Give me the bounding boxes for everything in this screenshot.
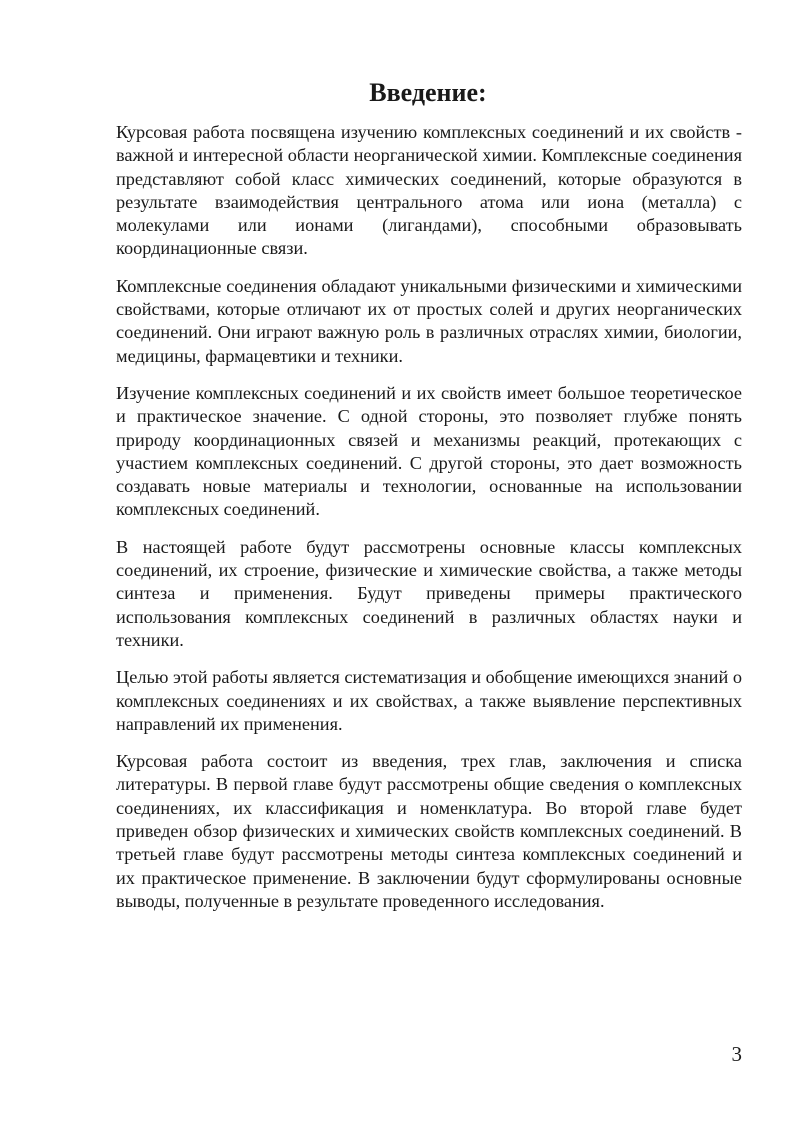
paragraph-2: Комплексные соединения обладают уникальными физическими и химическими свойствами, которые отличают их от простых солей и других неорганических соединений. Они играют важную роль в различных отраслях химии, биологии, медицины, фармацевтики и техники.	[116, 275, 742, 366]
paragraph-4: В настоящей работе будут рассмотрены основные классы комплексных соединений, их строение, физические и химические свойства, а также методы синтеза и применения. Будут приведены примеры практического использования комплексных соединений в различных областях науки и техники.	[116, 536, 742, 650]
page-number: 3	[731, 1042, 742, 1066]
page-title: Введение:	[369, 78, 487, 107]
body-text	[116, 121, 742, 927]
paragraph-3: Изучение комплексных соединений и их свойств имеет большое теоретическое и практическое значение. С одной стороны, это позволяет глубже понять природу координационных связей и механизмы реакций, протекающих с участием комплексных соединений. С другой стороны, это дает возможность создавать новые материалы и технологии, основанные на использовании комплексных соединений.	[116, 382, 742, 520]
paragraph-6: Курсовая работа состоит из введения, трех глав, заключения и списка литературы. В первой главе будут рассмотрены общие сведения о комплексных соединениях, их классификация и номенклатура. Во второй главе будет приведен обзор физических и химических свойств комплексных соединений. В третьей главе будут рассмотрены методы синтеза комплексных соединений и их практическое применение. В заключении будут сформулированы основные выводы, полученные в результате проведенного исследования.	[116, 751, 742, 911]
paragraph-1: Курсовая работа посвящена изучению комплексных соединений и их свойств - важной и интересной области неорганической химии. Комплексные соединения представляют собой класс химических соединений, которые образуются в результате взаимодействия центрального атома или иона (металла) с молекулами или ионами (лигандами), способными образовывать координационные связи.	[116, 122, 742, 259]
paragraph-5: Целью этой работы является систематизация и обобщение имеющихся знаний о комплексных соединениях и их свойствах, а также выявление перспективных направлений их применения.	[116, 667, 742, 734]
